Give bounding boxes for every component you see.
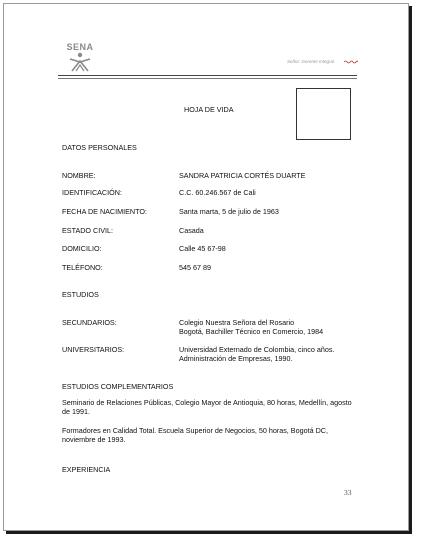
- label-universitarios: UNIVERSITARIOS:: [62, 345, 125, 354]
- document-page: [3, 3, 409, 531]
- label-telefono: TELÉFONO:: [62, 263, 103, 272]
- header-rule: [58, 75, 357, 76]
- label-estado-civil: ESTADO CIVIL:: [62, 226, 113, 235]
- header-rule-secondary: [58, 78, 357, 79]
- header-right-text: Señor: Gerente Integral: [287, 59, 335, 64]
- value-nombre: SANDRA PATRICIA CORTÉS DUARTE: [179, 171, 306, 180]
- value-secundarios-line-2: Bogotá, Bachiller Técnico en Comercio, 1984: [179, 327, 324, 336]
- label-identificacion: IDENTIFICACIÓN:: [62, 188, 122, 197]
- label-domicilio: DOMICILIO:: [62, 244, 102, 253]
- complementary-item-1: Seminario de Relaciones Públicas, Colegio Mayor de Antioquia, 80 horas, Medellín, agosto de 1991.: [62, 398, 352, 416]
- spellcheck-squiggle-icon: [344, 60, 358, 64]
- value-domicilio: Calle 45 67-98: [179, 244, 226, 253]
- value-secundarios-line-1: Colegio Nuestra Señora del Rosario: [179, 318, 295, 327]
- logo-text: SENA: [66, 42, 94, 52]
- photo-placeholder: [296, 88, 351, 140]
- value-telefono: 545 67 89: [179, 263, 211, 272]
- label-fecha-nacimiento: FECHA DE NACIMIENTO:: [62, 207, 147, 216]
- value-fecha-nacimiento: Santa marta, 5 de julio de 1963: [179, 207, 279, 216]
- section-heading-complementarios: ESTUDIOS COMPLEMENTARIOS: [62, 382, 174, 391]
- sena-logo-icon: [68, 52, 92, 72]
- section-heading-estudios: ESTUDIOS: [62, 290, 99, 299]
- value-universitarios-line-1: Universidad Externado de Colombia, cinco años.: [179, 345, 335, 354]
- sena-logo: [62, 42, 98, 72]
- section-heading-personal: DATOS PERSONALES: [62, 143, 137, 152]
- label-secundarios: SECUNDARIOS:: [62, 318, 117, 327]
- page-number: 33: [344, 488, 352, 497]
- document-title: HOJA DE VIDA: [184, 105, 234, 114]
- label-nombre: NOMBRE:: [62, 171, 96, 180]
- complementary-item-2: Formadores en Calidad Total. Escuela Superior de Negocios, 50 horas, Bogotá DC, noviembre de 1993.: [62, 426, 328, 444]
- value-estado-civil: Casada: [179, 226, 204, 235]
- value-identificacion: C.C. 60.246.567 de Cali: [179, 188, 256, 197]
- section-heading-experiencia: EXPERIENCIA: [62, 465, 111, 474]
- value-universitarios-line-2: Administración de Empresas, 1990.: [179, 354, 293, 363]
